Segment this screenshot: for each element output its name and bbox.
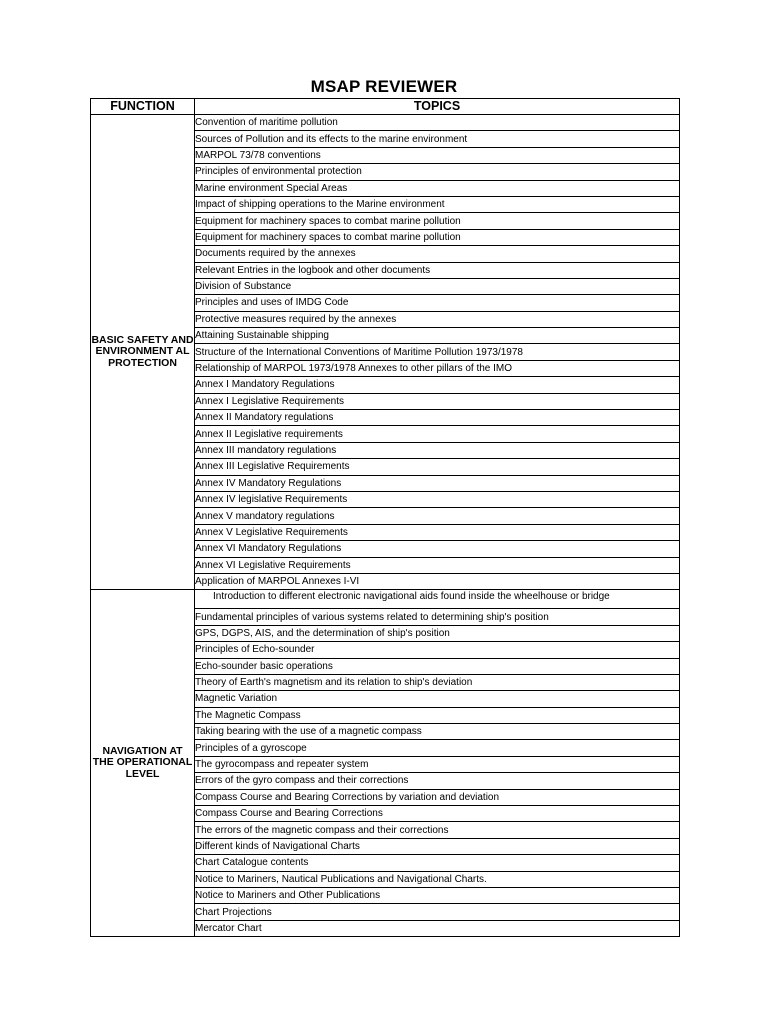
topic-cell: Chart Catalogue contents	[195, 855, 680, 871]
topic-cell: Echo-sounder basic operations	[195, 658, 680, 674]
topic-cell: Principles of a gyroscope	[195, 740, 680, 756]
topic-cell: Principles and uses of IMDG Code	[195, 295, 680, 311]
table-row	[91, 590, 680, 609]
topic-cell: Impact of shipping operations to the Marine environment	[195, 196, 680, 212]
topic-cell: Documents required by the annexes	[195, 246, 680, 262]
topic-cell: The gyrocompass and repeater system	[195, 756, 680, 772]
topic-cell: Chart Projections	[195, 904, 680, 920]
topic-cell: Different kinds of Navigational Charts	[195, 838, 680, 854]
function-column-header: FUNCTION	[91, 99, 195, 115]
topic-cell: Equipment for machinery spaces to combat marine pollution	[195, 213, 680, 229]
topic-cell: Annex IV Mandatory Regulations	[195, 475, 680, 491]
topic-cell: The errors of the magnetic compass and their corrections	[195, 822, 680, 838]
topic-cell: Annex II Mandatory regulations	[195, 410, 680, 426]
reviewer-table	[90, 98, 680, 937]
topic-cell: Annex V mandatory regulations	[195, 508, 680, 524]
topic-cell: Annex I Mandatory Regulations	[195, 377, 680, 393]
topic-cell: Annex III Legislative Requirements	[195, 459, 680, 475]
topic-cell: Theory of Earth's magnetism and its relation to ship's deviation	[195, 674, 680, 690]
topic-cell: Principles of Echo-sounder	[195, 642, 680, 658]
table-row	[91, 115, 680, 131]
topic-cell: Marine environment Special Areas	[195, 180, 680, 196]
topic-cell: Annex V Legislative Requirements	[195, 524, 680, 540]
topic-cell: Protective measures required by the annexes	[195, 311, 680, 327]
table-header-row	[91, 99, 680, 115]
topic-cell: Annex VI Mandatory Regulations	[195, 541, 680, 557]
topic-cell: Taking bearing with the use of a magnetic compass	[195, 724, 680, 740]
topic-cell: MARPOL 73/78 conventions	[195, 147, 680, 163]
topic-cell: Introduction to different electronic navigational aids found inside the wheelhouse or bridge	[195, 590, 680, 609]
function-cell: NAVIGATION AT THE OPERATIONAL LEVEL	[91, 590, 195, 937]
topic-cell: Compass Course and Bearing Corrections	[195, 806, 680, 822]
topic-cell: Structure of the International Conventions of Maritime Pollution 1973/1978	[195, 344, 680, 360]
topic-cell: GPS, DGPS, AIS, and the determination of ship's position	[195, 625, 680, 641]
topic-cell: Attaining Sustainable shipping	[195, 328, 680, 344]
topic-cell: Annex II Legislative requirements	[195, 426, 680, 442]
topic-cell: Compass Course and Bearing Corrections by variation and deviation	[195, 789, 680, 805]
topic-cell: Relationship of MARPOL 1973/1978 Annexes to other pillars of the IMO	[195, 360, 680, 376]
topic-cell: Fundamental principles of various systems related to determining ship's position	[195, 609, 680, 625]
topic-cell: Notice to Mariners and Other Publications	[195, 887, 680, 903]
topic-cell: Annex IV legislative Requirements	[195, 491, 680, 507]
topic-cell: Convention of maritime pollution	[195, 115, 680, 131]
topic-cell: Principles of environmental protection	[195, 164, 680, 180]
topic-cell: Equipment for machinery spaces to combat marine pollution	[195, 229, 680, 245]
table-body	[91, 115, 680, 937]
topic-cell: Application of MARPOL Annexes I-VI	[195, 573, 680, 589]
function-cell: BASIC SAFETY AND ENVIRONMENT AL PROTECTION	[91, 115, 195, 590]
topic-cell: Magnetic Variation	[195, 691, 680, 707]
topic-cell: Sources of Pollution and its effects to the marine environment	[195, 131, 680, 147]
topic-cell: Annex III mandatory regulations	[195, 442, 680, 458]
topic-cell: Mercator Chart	[195, 920, 680, 936]
page-title: MSAP REVIEWER	[310, 77, 458, 96]
topic-cell: The Magnetic Compass	[195, 707, 680, 723]
topic-cell: Relevant Entries in the logbook and other documents	[195, 262, 680, 278]
topics-column-header: TOPICS	[195, 99, 680, 115]
topic-cell: Errors of the gyro compass and their corrections	[195, 773, 680, 789]
topic-cell: Notice to Mariners, Nautical Publications and Navigational Charts.	[195, 871, 680, 887]
topic-cell: Annex I Legislative Requirements	[195, 393, 680, 409]
topic-cell: Division of Substance	[195, 278, 680, 294]
topic-cell: Annex VI Legislative Requirements	[195, 557, 680, 573]
